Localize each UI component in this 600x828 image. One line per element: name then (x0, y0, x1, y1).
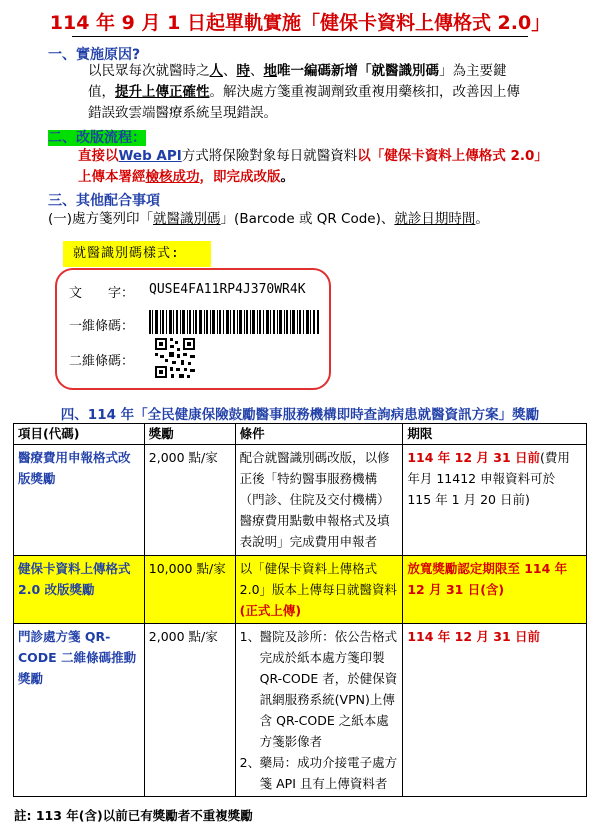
text-value: QUSE4FA11RP4J370WR4K (149, 282, 306, 297)
header-item: 項目(代碼) (14, 424, 145, 445)
header-reward: 獎勵 (144, 424, 235, 445)
row-item: 健保卡資料上傳格式 2.0 改版獎勵 (14, 556, 145, 624)
title-underline (72, 36, 528, 37)
row-deadline: 放寬獎勵認定期限至 114 年 12 月 31 日(含) (403, 556, 587, 624)
qr-code-icon (155, 338, 195, 378)
row-deadline: 114 年 12 月 31 日前 (403, 624, 587, 797)
qr-label: 二維條碼： (69, 354, 135, 369)
header-deadline: 期限 (403, 424, 587, 445)
row-deadline: 114 年 12 月 31 日前(費用年月 11412 申報資料可於 115 年 1 月 20 日前) (403, 445, 587, 556)
row-condition: 配合就醫識別碼改版，以修正後「特約醫事服務機構（門診、住院及交付機構）醫療費用點數申報格式及填表說明」完成費用申報者 (235, 445, 403, 556)
row-reward: 10,000 點/家 (144, 556, 235, 624)
table-title: 四、114 年「全民健康保險鼓勵醫事服務機構即時查詢病患就醫資訊方案」獎勵 (60, 407, 540, 423)
section-1-heading: 一、實施原因? (48, 47, 141, 63)
row-reward: 2,000 點/家 (144, 624, 235, 797)
barcode-icon (149, 310, 319, 334)
section-2-heading: 二、改版流程： (48, 130, 146, 146)
footnote: 註: 113 年(含)以前已有獎勵者不重複獎勵 (14, 808, 253, 823)
row-item: 醫療費用申報格式改版獎勵 (14, 445, 145, 556)
row-condition: 以「健保卡資料上傳格式 2.0」版本上傳每日就醫資料 (正式上傳) (235, 556, 403, 624)
reward-table (13, 423, 587, 797)
section-1-body: 以民眾每次就醫時之人、時、地唯一編碼新增「就醫識別碼」為主要鍵 值，提升上傳正確性。解決處方箋重複調劑致重複用藥核扣，改善因上傳 錯誤致雲端醫療系統呈現錯誤。 (88, 63, 520, 121)
barcode-label: 一維條碼： (69, 319, 135, 334)
section-3-heading: 三、其他配合事項 (48, 193, 160, 209)
page-title: 114 年 9 月 1 日起單軌實施「健保卡資料上傳格式 2.0」 (49, 12, 551, 34)
section-3-body: (一)處方箋列印「就醫識別碼」(Barcode 或 QR Code)、就診日期時間。 (48, 211, 489, 227)
section-2-body: 直接以Web API方式將保險對象每日就醫資料以「健保卡資料上傳格式 2.0」 上傳本署經檢核成功，即完成改版。 (78, 148, 548, 185)
sample-card (55, 268, 331, 390)
header-condition: 條件 (235, 424, 403, 445)
table-row (14, 445, 587, 556)
table-header-row (14, 424, 587, 445)
table-row (14, 624, 587, 797)
row-item: 門診處方箋 QR-CODE 二維條碼推動獎勵 (14, 624, 145, 797)
text-label: 文 字： (69, 286, 135, 301)
sample-label: 就醫識別碼樣式: (63, 241, 211, 267)
table-row (14, 556, 587, 624)
row-reward: 2,000 點/家 (144, 445, 235, 556)
row-condition: 1、 醫院及診所：依公告格式完成於紙本處方箋印製 QR-CODE 者，於健保資訊網服務系統(VPN)上傳含 QR-CODE 之紙本處方箋影像者 2、 藥局：成功介接電子處方箋 API 且有上傳資料者 (235, 624, 403, 797)
